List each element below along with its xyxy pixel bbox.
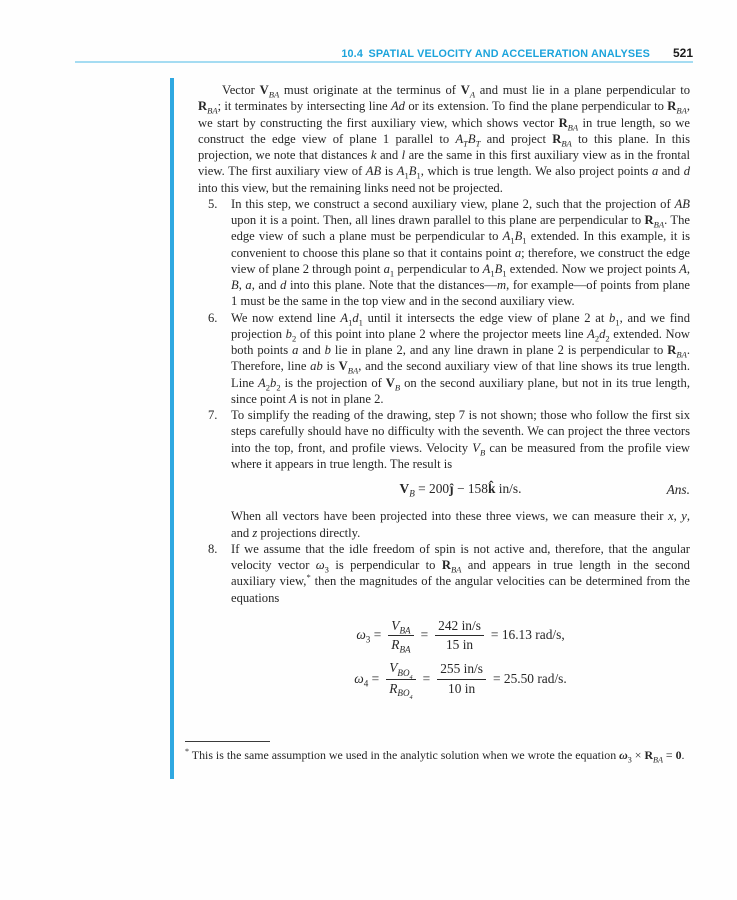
- equation-vb: [198, 481, 690, 497]
- list-item-text: If we assume that the idle freedom of spin is not active and, therefore, that the angular velocity vector $\omega_3$ is perpendicular to $R_{BA}$ and appears in true length in the second auxiliary view,* then the magnitudes of the angular velocities can be determined from the equations: [231, 541, 690, 605]
- text-column: [198, 82, 690, 705]
- projections-paragraph: When all vectors have been projected into these three views, we can measure their x, y, and z projections directly.: [231, 509, 690, 540]
- footnote-text: * This is the same assumption we used in the analytic solution when we wrote the equation $\omega_3 \times R_{BA} = 0$.: [185, 747, 685, 765]
- list-number: 6.: [208, 310, 218, 325]
- list-item-text: We now extend line $A_1d_1$ until it intersects the edge view of plane 2 at $b_1$, and we find projection $b_2$ of this point into plane 2 where the projector meets line $A_2d_2$ extended. Now both points a and b lie in plane 2, and any line drawn in plane 2 is perpendicular to $R_{BA}$. Therefore, line ab is $V_{BA}$, and the second auxiliary view of that line shows its true length. Line $A_2b_2$ is the projection of $V_B$ on the second auxiliary plane, but not in its true length, since point A is not in plane 2.: [231, 310, 690, 406]
- fraction-numeric: [437, 661, 486, 697]
- list-item-text: In this step, we construct a second auxiliary view, plane 2, such that the projection of AB upon it is a point. Then, all lines drawn parallel to this plane are perpendicular to $R_{BA}$. The edge view of such a plane must be perpendicular to $A_1B_1$ extended. In this example, it is convenient to choose this plane so that it contains point a; therefore, we construct the edge view of plane 2 through point $a_1$ perpendicular to $A_1B_1$ extended. Now we project points A, B, a, and d into this plane. Note that the distances—m, for example—of points from plane 1 must be the same in the top view and in the second auxiliary view.: [231, 196, 690, 309]
- page-number: 521: [672, 46, 693, 60]
- accent-bar: [170, 78, 174, 779]
- equation-omega3: [231, 618, 690, 654]
- list-item-7: [198, 407, 690, 472]
- answer-label: Ans.: [666, 482, 690, 497]
- equation-omega4: [231, 660, 690, 702]
- running-head: 10.4 SPATIAL VELOCITY AND ACCELERATION ANALYSES: [341, 48, 650, 60]
- header-rule: [75, 61, 693, 63]
- fraction-symbolic: [388, 618, 413, 654]
- list-item-6: [198, 310, 690, 408]
- fraction-symbolic: [386, 660, 415, 702]
- footnote: [185, 741, 690, 764]
- footnote-separator: [185, 741, 270, 742]
- intro-paragraph: Vector $V_{BA}$ must originate at the terminus of $V_A$ and must lie in a plane perpendicular to $R_{BA}$; it terminates by intersecting line Ad or its extension. To find the plane perpendicular to $R_{BA}$, we start by constructing the first auxiliary view, which shows vector $R_{BA}$ in true length, so we construct the edge view of plane 1 parallel to $A_TB_T$ and project $R_{BA}$ to this plane. In this projection, we note that distances k and l are the same in this first auxiliary view as in the frontal view. The first auxiliary view of AB is $A_1B_1$, which is true length. We also project points a and d into this view, but the remaining links need not be projected.: [198, 83, 691, 195]
- equation-result: = 25.50 rad/s.: [492, 671, 567, 687]
- equation-result: = 16.13 rad/s,: [490, 627, 565, 643]
- page-header: [75, 44, 693, 62]
- list-item-text: To simplify the reading of the drawing, step 7 is not shown; those who follow the first six steps carefully should have no difficulty with the seventh. We can project the three vectors into the top, front, and profile views. Velocity $V_B$ can be measured from the profile view where it appears in true length. The result is: [231, 408, 691, 471]
- fraction-denominator: 10 in: [448, 680, 476, 696]
- fraction-denominator: 15 in: [445, 637, 474, 652]
- list-number: 5.: [208, 196, 218, 211]
- list-item-8: [198, 541, 690, 606]
- equation-vb-body: $V_B$ = 200ĵ − 158k̂ in/s.: [399, 481, 522, 499]
- fraction-numerator: 255 in/s: [437, 661, 486, 679]
- fraction-numeric: [435, 618, 484, 654]
- fraction-denominator: $R_{BO_4}$: [389, 680, 413, 702]
- fraction-numerator: 242 in/s: [435, 618, 484, 636]
- equation-lhs: $\omega_4$ =: [354, 671, 380, 689]
- equals-sign: =: [420, 627, 429, 643]
- list-item-5: [198, 196, 690, 310]
- fraction-numerator: $V_{BA}$: [388, 618, 413, 636]
- list-number: 7.: [208, 408, 218, 422]
- omega-equations: [198, 617, 690, 702]
- fraction-numerator: $V_{BO_4}$: [386, 660, 415, 679]
- fraction-denominator: $R_{BA}$: [391, 637, 411, 655]
- list-number: 8.: [208, 541, 218, 556]
- equals-sign: =: [422, 671, 431, 687]
- equation-lhs: $\omega_3$ =: [356, 627, 382, 646]
